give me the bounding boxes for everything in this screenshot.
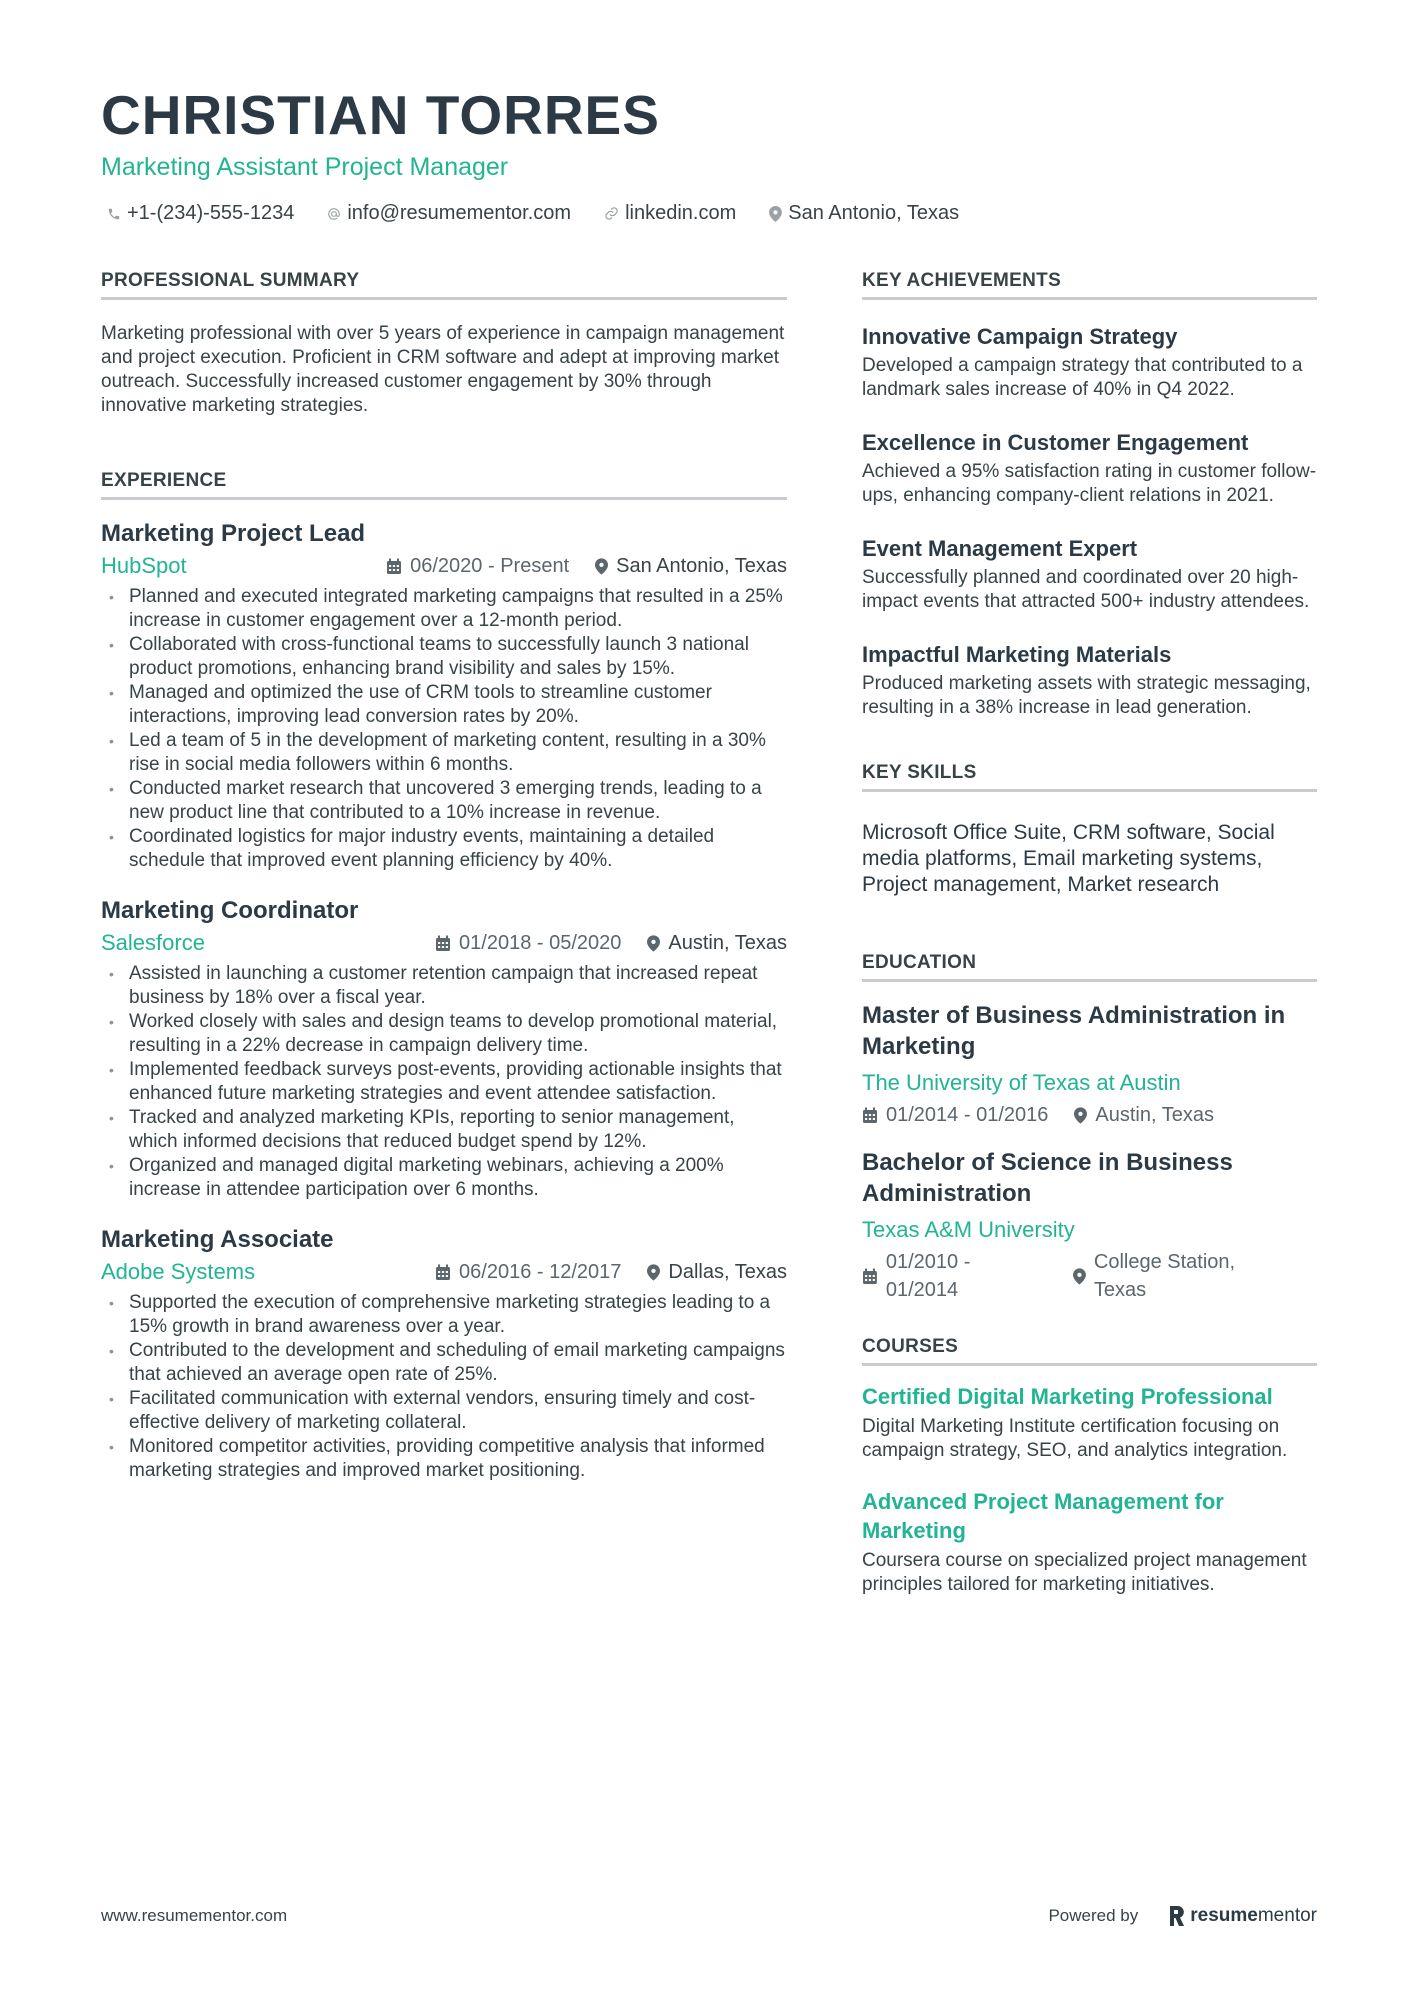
education-heading: EDUCATION: [862, 950, 1317, 982]
job-location: [647, 1261, 787, 1284]
calendar-icon: [862, 1268, 878, 1285]
summary-section: [101, 268, 787, 418]
job-dates: [435, 1261, 621, 1284]
course-item: [862, 1382, 1317, 1463]
education-location-text: Austin, Texas: [1095, 1104, 1214, 1126]
job-location: [595, 555, 787, 578]
link-icon: [604, 206, 619, 221]
course-title: Certified Digital Marketing Professional: [862, 1384, 1273, 1409]
courses-heading: COURSES: [862, 1334, 1317, 1366]
course-item: [862, 1487, 1317, 1597]
bullet-item: • Managed and optimized the use of CRM tools to streamline customer interactions, improving lead conversion rates by 20%.: [101, 681, 787, 729]
location-pin-icon: [647, 935, 660, 952]
bullet-item: • Implemented feedback surveys post-events, providing actionable insights that enhanced future marketing strategies and event attendee satisfaction.: [101, 1058, 787, 1106]
bullet-item: • Conducted market research that uncovered 3 emerging trends, leading to a new product line that contributed to a 10% increase in revenue.: [101, 777, 787, 825]
job-meta: [101, 551, 787, 581]
education-meta: [862, 1101, 1317, 1129]
achievement-text: Developed a campaign strategy that contributed to a landmark sales increase of 40% in Q4 2022.: [862, 355, 1303, 400]
job-dates-text: 01/2018 - 05/2020: [459, 931, 622, 954]
course-title: Advanced Project Management for Marketing: [862, 1489, 1224, 1543]
skills-section: [862, 760, 1317, 898]
location-pin-icon: [1073, 1268, 1086, 1285]
achievement-item: [862, 534, 1317, 614]
achievement-item: [862, 428, 1317, 508]
education-item: [862, 1000, 1317, 1129]
location-text: San Antonio, Texas: [788, 202, 960, 224]
bullet-item: • Organized and managed digital marketing webinars, achieving a 200% increase in attendee participation over 6 months.: [101, 1154, 787, 1202]
calendar-icon: [862, 1107, 878, 1124]
experience-section: [101, 468, 787, 1483]
course-text: Coursera course on specialized project management principles tailored for marketing initiatives.: [862, 1550, 1307, 1595]
contact-email[interactable]: [327, 202, 571, 225]
experience-heading: EXPERIENCE: [101, 468, 787, 500]
education-section: [862, 950, 1317, 1304]
achievement-text: Produced marketing assets with strategic messaging, resulting in a 38% increase in lead generation.: [862, 673, 1311, 718]
brand-name-part2: mentor: [1257, 1905, 1317, 1926]
courses-section: [862, 1334, 1317, 1597]
contact-phone: [107, 202, 294, 225]
job-location-text: San Antonio, Texas: [616, 554, 787, 577]
education-dates: [862, 1101, 1048, 1129]
bullet-item: • Tracked and analyzed marketing KPIs, reporting to senior management, which informed decisions that reduced budget spend by 12%.: [101, 1106, 787, 1154]
job-location-text: Austin, Texas: [668, 931, 787, 954]
education-item: [862, 1147, 1317, 1304]
location-pin-icon: [769, 206, 782, 222]
job-bullets: [101, 1291, 787, 1483]
powered-by-label: Powered by: [1048, 1906, 1139, 1925]
bullet-item: • Monitored competitor activities, providing competitive analysis that informed marketing strategies and improved market positioning.: [101, 1435, 787, 1483]
bullet-item: • Supported the execution of comprehensive marketing strategies leading to a 15% growth in brand awareness over a year.: [101, 1291, 787, 1339]
bullet-item: • Contributed to the development and scheduling of email marketing campaigns that achieved an average open rate of 25%.: [101, 1339, 787, 1387]
job-bullets: [101, 585, 787, 873]
footer-url[interactable]: www.resumementor.com: [101, 1906, 288, 1925]
job-entry: [101, 895, 787, 1202]
achievements-heading: KEY ACHIEVEMENTS: [862, 268, 1317, 300]
achievement-item: [862, 640, 1317, 720]
skills-text: Microsoft Office Suite, CRM software, Social media platforms, Email marketing systems, Project management, Market research: [862, 821, 1275, 896]
degree-title: Master of Business Administration in Marketing: [862, 1002, 1286, 1060]
bullet-item: • Led a team of 5 in the development of marketing content, resulting in a 30% rise in social media followers within 6 months.: [101, 729, 787, 777]
bullet-item: • Collaborated with cross-functional teams to successfully launch 3 national product promotions, enhancing brand visibility and sales by 15%.: [101, 633, 787, 681]
school-name: The University of Texas at Austin: [862, 1070, 1181, 1095]
job-entry: [101, 518, 787, 873]
company-name: Adobe Systems: [101, 1259, 256, 1284]
calendar-icon: [435, 935, 451, 952]
footer-branding: [1048, 1905, 1317, 1927]
location-pin-icon: [1074, 1107, 1087, 1124]
email-text: info@resumementor.com: [347, 202, 572, 224]
job-title: Marketing Project Lead: [101, 520, 366, 547]
achievement-title: Impactful Marketing Materials: [862, 642, 1172, 667]
phone-text: +1-(234)-555-1234: [127, 202, 295, 224]
brand-logo[interactable]: [1168, 1905, 1317, 1927]
job-bullets: [101, 962, 787, 1202]
resume-header: [101, 82, 1321, 225]
calendar-icon: [386, 558, 402, 575]
bullet-item: • Facilitated communication with external vendors, ensuring timely and cost-effective delivery of marketing collateral.: [101, 1387, 787, 1435]
achievement-text: Achieved a 95% satisfaction rating in customer follow-ups, enhancing company-client relations in 2021.: [862, 461, 1317, 506]
education-location: [1074, 1101, 1214, 1129]
contact-linkedin[interactable]: [604, 202, 736, 225]
page-footer: [101, 1905, 1317, 1927]
company-name: Salesforce: [101, 930, 205, 955]
job-dates-text: 06/2020 - Present: [410, 554, 570, 577]
bullet-item: • Worked closely with sales and design teams to develop promotional material, resulting in a 22% decrease in campaign delivery time.: [101, 1010, 787, 1058]
linkedin-text: linkedin.com: [625, 202, 737, 224]
education-meta: [862, 1248, 1317, 1304]
job-meta: [101, 928, 787, 958]
job-dates: [386, 555, 569, 578]
candidate-name: CHRISTIAN TORRES: [101, 84, 660, 146]
education-location-text: College Station, Texas: [1093, 1251, 1236, 1301]
bullet-item: • Assisted in launching a customer retention campaign that increased repeat business by 18% over a fiscal year.: [101, 962, 787, 1010]
education-dates-text: 01/2010 - 01/2014: [885, 1251, 971, 1301]
location-pin-icon: [647, 1264, 660, 1281]
skills-heading: KEY SKILLS: [862, 760, 1317, 792]
bullet-item: • Coordinated logistics for major industry events, maintaining a detailed schedule that improved event planning efficiency by 40%.: [101, 825, 787, 873]
job-title: Marketing Coordinator: [101, 897, 359, 924]
achievement-title: Innovative Campaign Strategy: [862, 324, 1178, 349]
company-name: HubSpot: [101, 553, 187, 578]
summary-heading: PROFESSIONAL SUMMARY: [101, 268, 787, 300]
job-entry: [101, 1224, 787, 1483]
right-column: [862, 268, 1317, 1621]
bullet-item: • Planned and executed integrated marketing campaigns that resulted in a 25% increase in customer engagement over a 12-month period.: [101, 585, 787, 633]
left-column: [101, 268, 787, 1505]
job-dates: [435, 932, 621, 955]
calendar-icon: [435, 1264, 451, 1281]
contact-bar: [101, 202, 1321, 225]
achievement-title: Event Management Expert: [862, 536, 1138, 561]
resumementor-logo-icon: [1168, 1906, 1184, 1926]
contact-location: [769, 202, 959, 225]
summary-text: Marketing professional with over 5 years of experience in campaign management and project execution. Proficient in CRM software and adept at improving market outreach. Successfully increased customer engagement by 30% through innovative marketing strategies.: [101, 323, 785, 416]
achievement-title: Excellence in Customer Engagement: [862, 430, 1249, 455]
brand-name-part1: resume: [1190, 1905, 1258, 1926]
school-name: Texas A&M University: [862, 1217, 1075, 1242]
course-text: Digital Marketing Institute certification focusing on campaign strategy, SEO, and analytics integration.: [862, 1416, 1288, 1461]
job-location-text: Dallas, Texas: [668, 1260, 787, 1283]
phone-icon: [107, 207, 121, 221]
degree-title: Bachelor of Science in Business Administration: [862, 1149, 1233, 1207]
achievement-item: [862, 322, 1317, 402]
education-dates-text: 01/2014 - 01/2016: [886, 1104, 1049, 1126]
job-meta: [101, 1257, 787, 1287]
at-icon: [327, 207, 341, 221]
education-location: [1073, 1248, 1291, 1304]
education-dates: [862, 1248, 1047, 1304]
achievements-section: [862, 268, 1317, 720]
job-title: Marketing Associate: [101, 1226, 334, 1253]
location-pin-icon: [595, 558, 608, 575]
candidate-title: Marketing Assistant Project Manager: [101, 153, 509, 181]
job-location: [647, 932, 787, 955]
achievement-text: Successfully planned and coordinated over 20 high-impact events that attracted 500+ industry attendees.: [862, 567, 1310, 612]
job-dates-text: 06/2016 - 12/2017: [459, 1260, 622, 1283]
